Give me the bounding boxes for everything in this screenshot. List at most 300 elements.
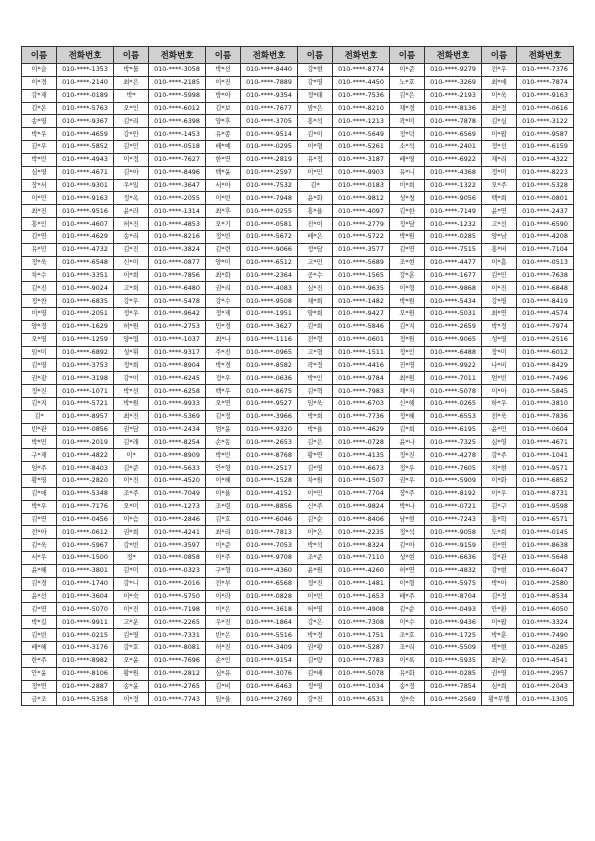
phone-cell: 010-****-8403 (57, 462, 114, 475)
phone-cell: 010-****-9527 (241, 397, 298, 410)
name-cell: 김*은 (390, 89, 425, 102)
table-row (22, 500, 574, 513)
phone-cell: 010-****-3705 (241, 115, 298, 128)
name-cell: 박*희 (298, 410, 333, 423)
phone-cell: 010-****-2437 (517, 205, 574, 218)
name-cell: 심*진 (298, 282, 333, 295)
phone-cell: 010-****-6703 (333, 397, 390, 410)
name-cell: 한*연 (206, 153, 241, 166)
phone-cell: 010-****-0323 (149, 564, 206, 577)
table-row (22, 320, 574, 333)
phone-cell: 010-****-6852 (517, 475, 574, 488)
phone-cell: 010-****-6590 (517, 218, 574, 231)
name-cell: 장*서 (22, 179, 57, 192)
table-body (22, 64, 574, 706)
name-header: 이름 (390, 47, 425, 64)
name-cell: 김*이 (298, 128, 333, 141)
phone-cell: 010-****-5509 (425, 641, 482, 654)
name-cell: 심*영 (482, 436, 517, 449)
phone-cell: 010-****-4908 (333, 603, 390, 616)
name-cell: 최*연 (482, 308, 517, 321)
phone-cell: 010-****-4450 (333, 76, 390, 89)
phone-cell: 010-****-1565 (333, 269, 390, 282)
name-cell: 허*원 (114, 320, 149, 333)
name-cell: 김*영 (22, 359, 57, 372)
name-cell: 공*수 (298, 269, 333, 282)
name-cell: 이*영 (22, 308, 57, 321)
name-cell: 김*은 (298, 436, 333, 449)
phone-cell: 010-****-8216 (149, 230, 206, 243)
name-cell: 유*니 (390, 166, 425, 179)
phone-cell: 010-****-6046 (241, 513, 298, 526)
name-cell: 김*한 (390, 205, 425, 218)
phone-cell: 010-****-8081 (149, 641, 206, 654)
name-cell: 고*형 (298, 346, 333, 359)
phone-cell: 010-****-0145 (517, 526, 574, 539)
name-cell: 임*욱 (298, 397, 333, 410)
name-cell: 박*선 (114, 385, 149, 398)
phone-cell: 010-****-2957 (517, 667, 574, 680)
name-cell: 서*우 (22, 552, 57, 565)
name-cell: 김*연 (22, 603, 57, 616)
name-cell: 박*길 (22, 616, 57, 629)
phone-cell: 010-****-7110 (333, 552, 390, 565)
name-cell: 손*인 (206, 654, 241, 667)
name-cell: 김*리 (114, 115, 149, 128)
phone-cell: 010-****-7983 (333, 385, 390, 398)
name-cell: 조*현 (390, 256, 425, 269)
name-cell: 최*은 (114, 76, 149, 89)
phone-cell: 010-****-4278 (425, 449, 482, 462)
name-header: 이름 (206, 47, 241, 64)
phone-cell: 010-****-8429 (517, 359, 574, 372)
table-row (22, 667, 574, 680)
name-cell: 최*운 (482, 654, 517, 667)
phone-cell: 010-****-8419 (517, 295, 574, 308)
name-cell: 나*비 (482, 359, 517, 372)
name-cell: 김*순 (390, 603, 425, 616)
phone-cell: 010-****-8192 (425, 487, 482, 500)
name-cell: 김*욱 (22, 539, 57, 552)
phone-cell: 010-****-2516 (517, 333, 574, 346)
name-cell: 박*현 (482, 641, 517, 654)
name-cell: 박*민 (22, 436, 57, 449)
name-cell: 강*이 (114, 372, 149, 385)
phone-cell: 010-****-0189 (57, 89, 114, 102)
name-cell: 백*우 (206, 385, 241, 398)
name-cell: 김*호 (206, 513, 241, 526)
name-cell: 유*화 (390, 667, 425, 680)
phone-cell: 010-****-3198 (57, 372, 114, 385)
phone-cell: 010-****-2517 (241, 462, 298, 475)
phone-cell: 010-****-5078 (425, 385, 482, 398)
name-cell: 김*구 (482, 500, 517, 513)
phone-cell: 010-****-9159 (425, 539, 482, 552)
table-row (22, 269, 574, 282)
name-cell: 김* (298, 179, 333, 192)
phone-cell: 010-****-6258 (149, 385, 206, 398)
name-cell: 백*윤 (206, 166, 241, 179)
name-cell: 강*현 (298, 64, 333, 77)
phone-cell: 010-****-7149 (425, 205, 482, 218)
table-row (22, 282, 574, 295)
name-cell: 박*정 (482, 320, 517, 333)
phone-cell: 010-****-6548 (57, 256, 114, 269)
name-cell: 진*연 (482, 539, 517, 552)
name-cell: 정*찬 (22, 295, 57, 308)
name-cell: 양*엽 (114, 333, 149, 346)
phone-cell: 010-****-0285 (425, 667, 482, 680)
name-cell: 권*영 (482, 667, 517, 680)
name-cell: 강*주 (482, 449, 517, 462)
phone-cell: 010-****-8774 (333, 64, 390, 77)
name-cell: 김*희 (390, 423, 425, 436)
phone-cell: 010-****-0612 (57, 526, 114, 539)
table-row (22, 513, 574, 526)
name-cell: 이*우 (482, 487, 517, 500)
name-cell: 윤*혜 (22, 564, 57, 577)
name-cell: 정*태 (298, 89, 333, 102)
name-cell: 조*령 (206, 500, 241, 513)
phone-cell: 010-****-7331 (149, 629, 206, 642)
table-row (22, 141, 574, 154)
name-cell: 김* (22, 410, 57, 423)
name-cell: 허*진 (206, 641, 241, 654)
name-cell: 이*희 (114, 269, 149, 282)
name-cell: 조*리 (390, 641, 425, 654)
name-cell: 김*순 (298, 513, 333, 526)
name-cell: 김*배 (298, 667, 333, 680)
phone-cell: 010-****-5935 (425, 654, 482, 667)
name-cell: 강*안 (114, 128, 149, 141)
phone-cell: 010-****-3753 (57, 359, 114, 372)
phone-cell: 010-****-4822 (57, 449, 114, 462)
name-cell: 윤*민 (482, 423, 517, 436)
phone-cell: 010-****-6398 (149, 115, 206, 128)
phone-cell: 010-****-9320 (241, 423, 298, 436)
phone-cell: 010-****-8909 (149, 449, 206, 462)
phone-cell: 010-****-4629 (57, 230, 114, 243)
phone-cell: 010-****-1677 (425, 269, 482, 282)
name-cell: 오*연 (206, 397, 241, 410)
name-cell: 정*담 (298, 243, 333, 256)
phone-cell: 010-****-6488 (425, 346, 482, 359)
name-cell: 홍*학 (482, 513, 517, 526)
table-row (22, 526, 574, 539)
name-cell: 김*혁 (298, 385, 333, 398)
name-cell: 정*원 (390, 333, 425, 346)
name-cell: 정*희 (114, 359, 149, 372)
name-cell: 양*정 (22, 320, 57, 333)
phone-header: 전화번호 (517, 47, 574, 64)
phone-cell: 010-****-9058 (425, 526, 482, 539)
name-cell: 이*흠 (482, 256, 517, 269)
phone-cell: 010-****-0581 (241, 218, 298, 231)
phone-cell: 010-****-9824 (333, 500, 390, 513)
name-cell: 조*주 (114, 487, 149, 500)
phone-cell: 010-****-0616 (517, 102, 574, 115)
name-cell: 윤*라 (114, 205, 149, 218)
phone-cell: 010-****-4541 (517, 654, 574, 667)
phone-cell: 010-****-5750 (149, 590, 206, 603)
phone-cell: 010-****-6512 (241, 256, 298, 269)
phone-header: 전화번호 (425, 47, 482, 64)
phone-cell: 010-****-9587 (517, 128, 574, 141)
phone-cell: 010-****-5763 (57, 102, 114, 115)
phone-cell: 010-****-7049 (149, 487, 206, 500)
name-cell: 우*일 (114, 179, 149, 192)
phone-header: 전화번호 (333, 47, 390, 64)
phone-cell: 010-****-0215 (57, 629, 114, 642)
phone-cell: 010-****-9427 (333, 308, 390, 321)
phone-cell: 010-****-4477 (425, 256, 482, 269)
name-cell: 정*빈 (206, 230, 241, 243)
phone-cell: 010-****-5649 (333, 128, 390, 141)
name-cell: 황*영 (22, 475, 57, 488)
phone-cell: 010-****-0858 (149, 552, 206, 565)
name-cell: 정*진 (298, 577, 333, 590)
phone-cell: 010-****-9154 (241, 654, 298, 667)
name-cell: 윤*나 (390, 436, 425, 449)
phone-cell: 010-****-5998 (149, 89, 206, 102)
phone-cell: 010-****-5434 (425, 295, 482, 308)
name-cell: 차*원 (298, 475, 333, 488)
phone-cell: 010-****-9163 (57, 192, 114, 205)
table-row (22, 76, 574, 89)
name-cell: 정* (114, 552, 149, 565)
name-cell: 권*리 (206, 282, 241, 295)
name-cell: 정*영 (298, 680, 333, 693)
phone-cell: 010-****-6531 (333, 693, 390, 706)
name-cell: 박*원 (390, 295, 425, 308)
name-cell: 강*영 (482, 295, 517, 308)
name-cell: 이*율 (206, 487, 241, 500)
name-header: 이름 (482, 47, 517, 64)
phone-cell: 010-****-2887 (57, 680, 114, 693)
name-cell: 전*우 (482, 64, 517, 77)
name-cell: 이*은 (298, 526, 333, 539)
name-cell: 허*연 (390, 564, 425, 577)
name-cell: 고*희 (114, 282, 149, 295)
phone-cell: 010-****-0636 (241, 372, 298, 385)
phone-cell: 010-****-8440 (241, 64, 298, 77)
phone-cell: 010-****-4083 (241, 282, 298, 295)
phone-cell: 010-****-3966 (241, 410, 298, 423)
phone-cell: 010-****-1273 (149, 500, 206, 513)
phone-cell: 010-****-1305 (517, 693, 574, 706)
name-cell: 양*미 (206, 256, 241, 269)
table-row (22, 410, 574, 423)
table-row (22, 552, 574, 565)
phone-cell: 010-****-2019 (57, 436, 114, 449)
name-cell: 고*민 (298, 256, 333, 269)
name-cell: 곽*미 (390, 115, 425, 128)
phone-cell: 010-****-2434 (149, 423, 206, 436)
name-cell: 김*비 (206, 680, 241, 693)
name-cell: 정*선 (482, 141, 517, 154)
name-cell: 김*애 (22, 487, 57, 500)
name-cell: 권*우 (390, 475, 425, 488)
name-cell: 이*진 (114, 603, 149, 616)
name-cell: 정*옥 (114, 192, 149, 205)
name-cell: 박*원 (390, 230, 425, 243)
phone-cell: 010-****-9024 (57, 282, 114, 295)
phone-cell: 010-****-1314 (149, 205, 206, 218)
name-cell: 양*남 (482, 230, 517, 243)
name-cell: 이*형 (390, 577, 425, 590)
name-cell: 조*호 (390, 629, 425, 642)
phone-cell: 010-****-9598 (517, 500, 574, 513)
name-cell: 이*민 (298, 487, 333, 500)
phone-header: 전화번호 (149, 47, 206, 64)
name-cell: 김*경 (22, 577, 57, 590)
phone-cell: 010-****-9066 (241, 243, 298, 256)
phone-cell: 010-****-4416 (333, 359, 390, 372)
phone-cell: 010-****-4671 (517, 436, 574, 449)
phone-cell: 010-****-9708 (241, 552, 298, 565)
name-cell: 이*수 (390, 616, 425, 629)
phone-cell: 010-****-5722 (333, 230, 390, 243)
name-cell: 임*주 (22, 462, 57, 475)
name-header: 이름 (298, 47, 333, 64)
name-cell: 권*황 (298, 641, 333, 654)
phone-cell: 010-****-2043 (517, 680, 574, 693)
phone-cell: 010-****-9367 (57, 115, 114, 128)
name-cell: 성*휘 (114, 346, 149, 359)
table-row (22, 603, 574, 616)
name-cell: 이*숙 (114, 590, 149, 603)
phone-cell: 010-****-9279 (425, 64, 482, 77)
name-cell: 박*석 (298, 539, 333, 552)
name-cell: 박*물 (114, 64, 149, 77)
phone-cell: 010-****-1528 (241, 475, 298, 488)
name-cell: 김*연 (22, 513, 57, 526)
phone-cell: 010-****-7490 (517, 629, 574, 642)
phone-cell: 010-****-0265 (425, 397, 482, 410)
name-cell: 이*록 (390, 654, 425, 667)
phone-cell: 010-****-8223 (517, 166, 574, 179)
name-cell: 김*민 (114, 141, 149, 154)
name-cell: 박*훈 (482, 629, 517, 642)
phone-cell: 010-****-2185 (149, 76, 206, 89)
table-row (22, 153, 574, 166)
table-row (22, 372, 574, 385)
phone-cell: 010-****-5287 (333, 641, 390, 654)
name-cell: 심*유 (206, 667, 241, 680)
phone-cell: 010-****-7856 (149, 269, 206, 282)
phone-cell: 010-****-4853 (149, 218, 206, 231)
phone-cell: 010-****-6012 (149, 102, 206, 115)
phone-cell: 010-****-8324 (333, 539, 390, 552)
name-cell: 박*인 (298, 372, 333, 385)
phone-cell: 010-****-5516 (241, 629, 298, 642)
table-row (22, 243, 574, 256)
table-row (22, 629, 574, 642)
phone-cell: 010-****-5261 (333, 141, 390, 154)
phone-cell: 010-****-8106 (57, 667, 114, 680)
phone-cell: 010-****-0456 (57, 513, 114, 526)
phone-cell: 010-****-6553 (425, 410, 482, 423)
name-cell: 박* (114, 89, 149, 102)
table-row (22, 577, 574, 590)
phone-cell: 010-****-4260 (333, 564, 390, 577)
phone-cell: 010-****-0183 (333, 179, 390, 192)
phone-cell: 010-****-6835 (57, 295, 114, 308)
phone-cell: 010-****-1507 (333, 475, 390, 488)
name-cell: 강*현 (482, 564, 517, 577)
name-cell: 엄*빈 (482, 372, 517, 385)
phone-cell: 010-****-3810 (517, 397, 574, 410)
name-cell: 정*혜 (390, 410, 425, 423)
phone-cell: 010-****-3824 (149, 243, 206, 256)
name-cell: 강*수 (206, 295, 241, 308)
phone-cell: 010-****-7704 (333, 487, 390, 500)
name-cell: 박*아 (482, 577, 517, 590)
phone-cell: 010-****-8957 (57, 410, 114, 423)
name-cell: 서*아 (206, 179, 241, 192)
name-cell: 김*래 (114, 436, 149, 449)
name-cell: 이*민 (298, 166, 333, 179)
name-cell: 이*형 (390, 282, 425, 295)
name-cell: 최*정 (482, 102, 517, 115)
name-cell: 구*형 (206, 564, 241, 577)
phone-cell: 010-****-9922 (425, 359, 482, 372)
phone-cell: 010-****-7677 (241, 102, 298, 115)
phone-cell: 010-****-7813 (241, 526, 298, 539)
name-cell: 이*은 (206, 603, 241, 616)
phone-cell: 010-****-6050 (517, 603, 574, 616)
contact-sheet (21, 46, 574, 706)
name-cell: 우*진 (206, 616, 241, 629)
name-cell: 강*호 (114, 641, 149, 654)
phone-cell: 010-****-4241 (149, 526, 206, 539)
phone-cell: 010-****-3351 (57, 269, 114, 282)
phone-cell: 010-****-1740 (57, 577, 114, 590)
phone-cell: 010-****-3324 (517, 616, 574, 629)
table-row (22, 397, 574, 410)
name-cell: 정*진 (390, 449, 425, 462)
phone-cell: 010-****-4671 (57, 166, 114, 179)
name-cell: 오*윤 (114, 654, 149, 667)
phone-cell: 010-****-8904 (149, 359, 206, 372)
phone-cell: 010-****-7627 (149, 153, 206, 166)
name-cell: 박*우 (22, 128, 57, 141)
name-cell: 권*담 (114, 423, 149, 436)
table-row (22, 230, 574, 243)
phone-cell: 010-****-9812 (333, 192, 390, 205)
name-cell: 배*예 (206, 141, 241, 154)
phone-cell: 010-****-0601 (333, 333, 390, 346)
table-row (22, 590, 574, 603)
table-row (22, 680, 574, 693)
phone-cell: 010-****-7974 (517, 320, 574, 333)
name-cell: 홍*석 (298, 115, 333, 128)
phone-cell: 010-****-3122 (517, 115, 574, 128)
name-cell: 방*아 (206, 89, 241, 102)
name-cell: 김*아 (114, 166, 149, 179)
phone-cell: 010-****-2580 (517, 577, 574, 590)
name-cell: 최*애 (482, 76, 517, 89)
phone-cell: 010-****-3058 (149, 64, 206, 77)
name-cell: 이*경 (22, 76, 57, 89)
phone-cell: 010-****-7854 (425, 680, 482, 693)
name-cell: 이*혜 (206, 475, 241, 488)
name-cell: 주*진 (206, 346, 241, 359)
phone-cell: 010-****-5031 (425, 308, 482, 321)
name-cell: 심*영 (22, 166, 57, 179)
phone-cell: 010-****-7308 (333, 616, 390, 629)
name-cell: 안*형 (206, 462, 241, 475)
